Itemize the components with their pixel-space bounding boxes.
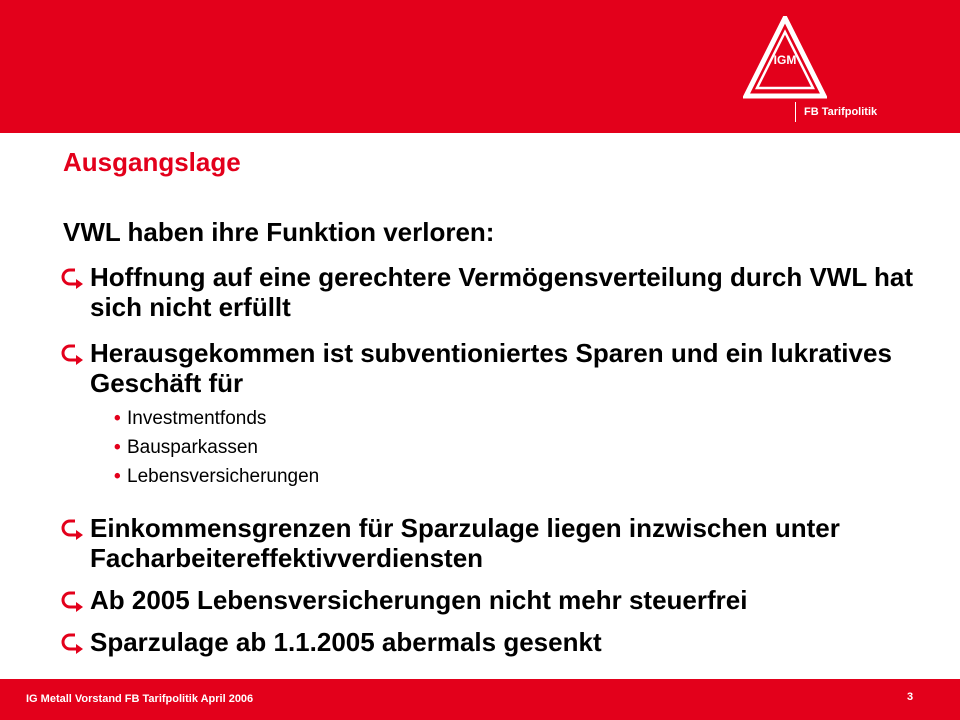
ig-metall-logo [743,16,827,100]
slide-content [63,214,933,657]
red-curved-arrow-icon [61,517,85,541]
bullet-item [63,513,933,573]
bullet-item [63,338,933,398]
footer-text: IG Metall Vorstand FB Tarifpolitik April 2006 [26,693,254,705]
bullet-text: Ab 2005 Lebensversicherungen nicht mehr steuerfrei [90,585,748,615]
red-curved-arrow-icon [61,342,85,366]
sub-list-item [63,404,933,433]
sub-item-text: Lebensversicherungen [127,466,320,487]
red-curved-arrow-icon [61,631,85,655]
bullet-dot-icon: • [114,466,121,487]
bullet-item [63,585,933,615]
intro-line: VWL haben ihre Funktion verloren: [63,217,495,247]
department-label: FB Tarifpolitik [795,102,877,122]
bullet-text: Einkommensgrenzen für Sparzulage liegen inzwischen unter Facharbeitereffektivverdiensten [90,513,840,573]
page-number: 3 [906,691,914,703]
header-bar [0,0,960,133]
bullet-item [63,627,933,657]
red-curved-arrow-icon [61,266,85,290]
logo-text: IGM [773,53,797,67]
sub-list-item [63,433,933,462]
sub-item-text: Bausparkassen [127,437,258,458]
sub-item-text: Investmentfonds [127,408,267,429]
sub-list-item [63,462,933,491]
bullet-item [63,262,933,322]
red-curved-arrow-icon [61,589,85,613]
bullet-text: Sparzulage ab 1.1.2005 abermals gesenkt [90,627,602,657]
slide-title: Ausgangslage [63,147,241,177]
bullet-dot-icon: • [114,437,121,458]
bullet-text: Herausgekommen ist subventioniertes Sparen und ein lukratives Geschäft für [90,338,892,398]
bullet-dot-icon: • [114,408,121,429]
sub-list [63,404,933,491]
bullet-text: Hoffnung auf eine gerechtere Vermögensverteilung durch VWL hat sich nicht erfüllt [90,262,913,322]
